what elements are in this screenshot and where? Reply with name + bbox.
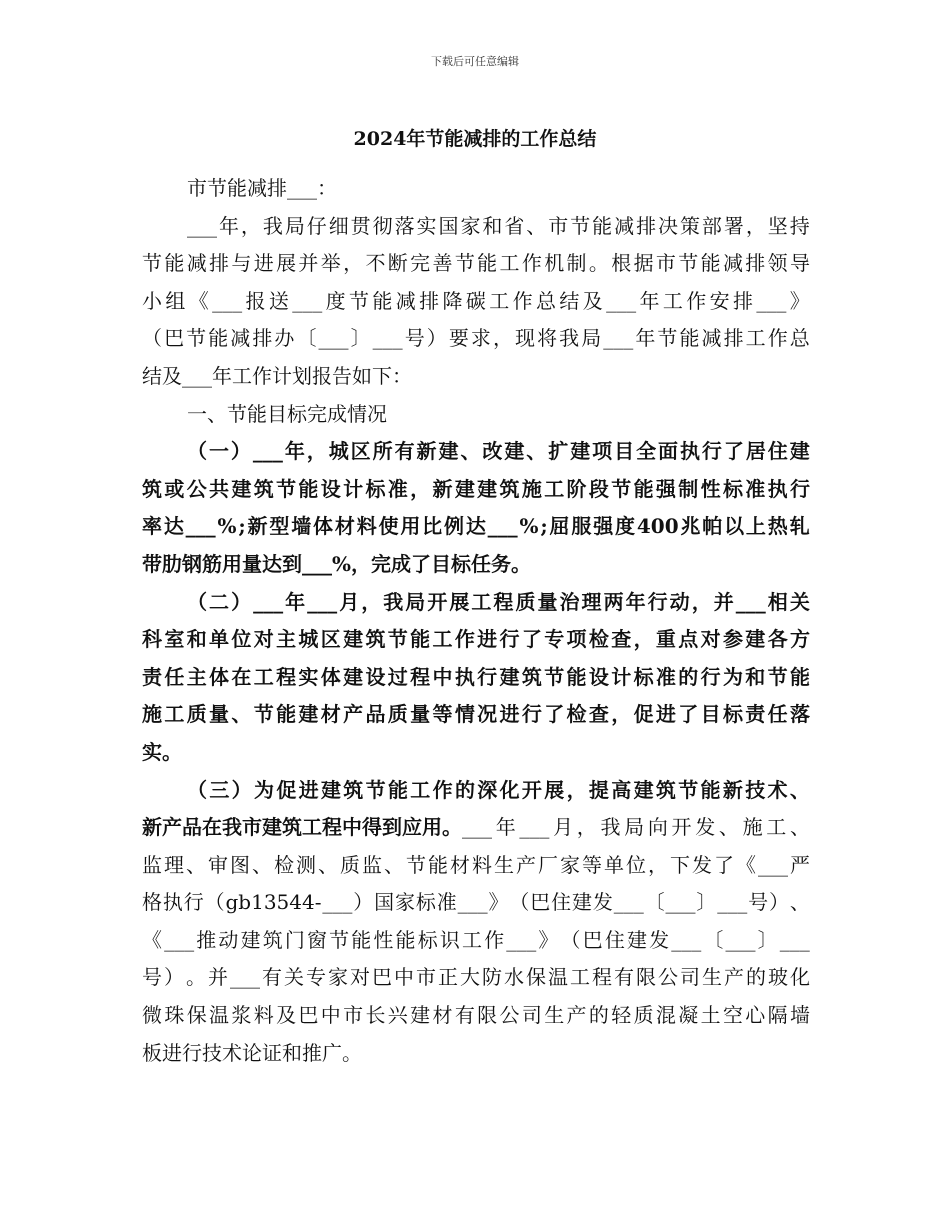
para3-line-3: 监 理 、 审 图 、 检 测 、 质 监 、 节 能 材 料 生 产 厂 家 等 单 位 ， 下 发 了 《 ___ 严 <box>142 852 810 877</box>
para3-line-8: 板进行技术论证和推广。 <box>142 1040 362 1065</box>
salutation-text: 市节能减排___： <box>187 176 337 200</box>
intro-line-5: 结及___年工作计划报告如下： <box>142 363 412 388</box>
para3-line-2-bold: 新产品在我市建筑工程中得到应用。 <box>142 815 462 840</box>
para3-line-5: 《 ___ 推 动 建 筑 门 窗 节 能 性 能 标 识 工 作 ___ 》 （ 巴 住 建 发 ___ 〔 ___ 〕 ___ <box>142 927 810 952</box>
para3-line-2-rest: ___ 年 ___ 月 ， 我 局 向 开 发 、 施 工 、 <box>462 815 810 840</box>
para3-line-2 <box>142 809 810 847</box>
section-1-heading-text: 一、节能目标完成情况 <box>187 401 387 426</box>
paragraph-2 <box>142 584 810 772</box>
section-1-heading <box>142 396 810 434</box>
intro-line-2: 节 能 减 排 与 进 展 并 举 ， 不 断 完 善 节 能 工 作 机 制 。 根 据 市 节 能 减 排 领 导 <box>142 251 810 276</box>
para1-line-1: （ 一 ） ___ 年 ， 城 区 所 有 新 建 、 改 建 、 扩 建 项 目 全 面 执 行 了 居 住 建 <box>187 439 810 464</box>
document-body <box>142 170 810 1072</box>
intro-line-3: 小 组 《 ___ 报 送 ___ 度 节 能 减 排 降 碳 工 作 总 结 及 ___ 年 工 作 安 排 ___ 》 <box>142 288 810 313</box>
paragraph-3 <box>142 772 810 1073</box>
para3-line-1: （ 三 ） 为 促 进 建 筑 节 能 工 作 的 深 化 开 展 ， 提 高 建 筑 节 能 新 技 术 、 <box>187 777 810 802</box>
para2-line-1: （ 二 ） ___ 年 ___ 月 ， 我 局 开 展 工 程 质 量 治 理 两 年 行 动 ， 并 ___ 相 关 <box>187 589 810 614</box>
document-title: 2024年节能减排的工作总结 <box>353 128 597 150</box>
para2-line-4: 施 工 质 量 、 节 能 建 材 产 品 质 量 等 情 况 进 行 了 检 查 ， 促 进 了 目 标 责 任 落 <box>142 702 810 727</box>
para1-line-3: 率 达 ___ % ; 新 型 墙 体 材 料 使 用 比 例 达 ___ % ; 屈 服 强 度 400 兆 帕 以 上 热 轧 <box>142 514 810 539</box>
intro-paragraph <box>142 208 810 396</box>
paragraph-1 <box>142 433 810 583</box>
header-note: 下载后可任意编辑 <box>431 55 519 68</box>
para3-line-6: 号 ） 。 并 ___ 有 关 专 家 对 巴 中 市 正 大 防 水 保 温 工 程 有 限 公 司 生 产 的 玻 化 <box>142 965 810 990</box>
intro-line-4: （ 巴 节 能 减 排 办 〔 ___ 〕 ___ 号 ） 要 求 ， 现 将 我 局 ___ 年 节 能 减 排 工 作 总 <box>142 326 810 351</box>
para1-line-4: 带肋钢筋用量达到___%，完成了目标任务。 <box>142 551 532 576</box>
para2-line-5: 实。 <box>142 739 182 764</box>
para3-line-4: 格 执 行 （ gb13544- ___ ） 国 家 标 准 ___ 》 （ 巴 住 建 发 ___ 〔 ___ 〕 ___ 号 ） 、 <box>142 890 810 915</box>
para1-line-2: 筑 或 公 共 建 筑 节 能 设 计 标 准 ， 新 建 建 筑 施 工 阶 段 节 能 强 制 性 标 准 执 行 <box>142 476 810 501</box>
intro-line-1: ___ 年 ， 我 局 仔 细 贯 彻 落 实 国 家 和 省 、 市 节 能 减 排 决 策 部 署 ， 坚 持 <box>187 213 810 238</box>
salutation <box>142 170 810 208</box>
para2-line-2: 科 室 和 单 位 对 主 城 区 建 筑 节 能 工 作 进 行 了 专 项 检 查 ， 重 点 对 参 建 各 方 <box>142 627 810 652</box>
para3-line-7: 微 珠 保 温 浆 料 及 巴 中 市 长 兴 建 材 有 限 公 司 生 产 的 轻 质 混 凝 土 空 心 隔 墙 <box>142 1003 810 1028</box>
para2-line-3: 责 任 主 体 在 工 程 实 体 建 设 过 程 中 执 行 建 筑 节 能 设 计 标 准 的 行 为 和 节 能 <box>142 664 810 689</box>
